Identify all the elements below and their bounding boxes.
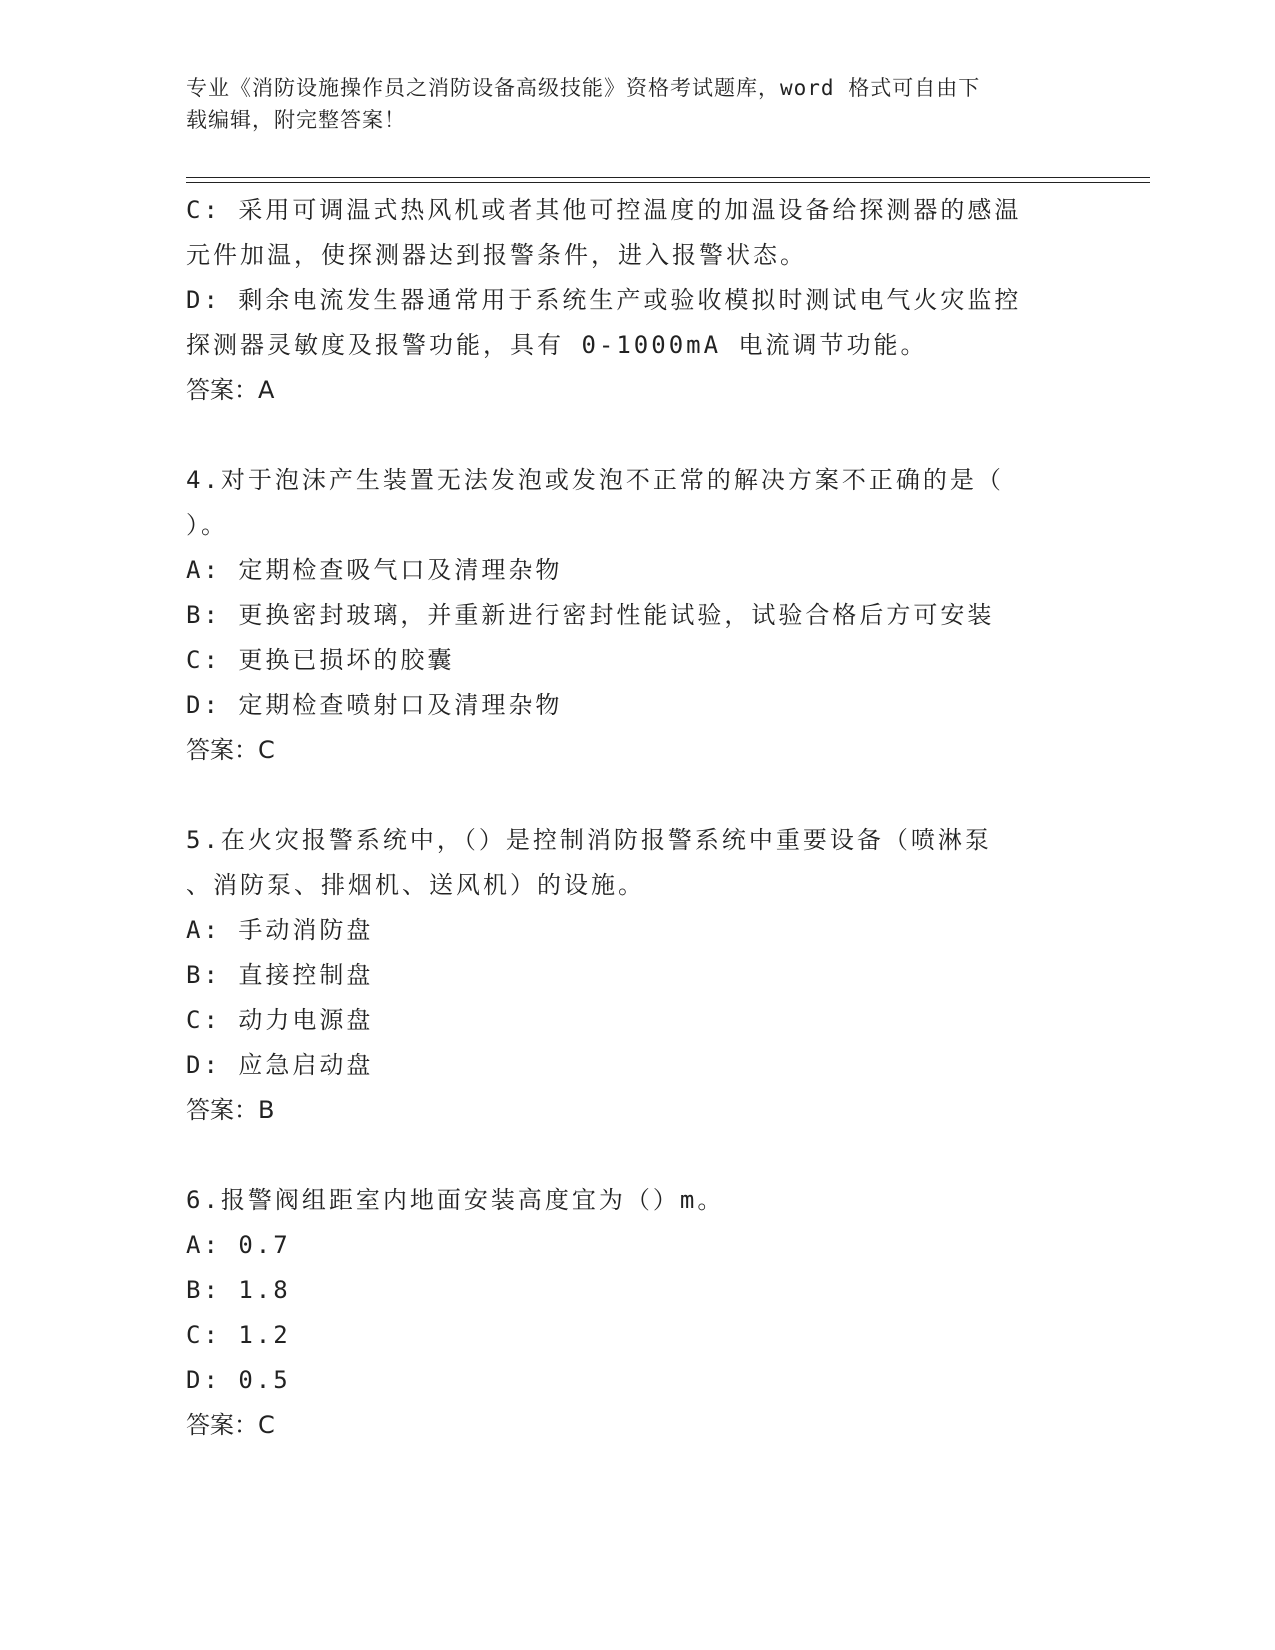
header-line-2: 载编辑，附完整答案！ — [186, 108, 406, 132]
option-d-line-2: 探测器灵敏度及报警功能，具有 0-1000mA 电流调节功能。 — [186, 331, 928, 359]
answer-line: 答案：B — [186, 1096, 275, 1124]
option-d-line-1: D: 剩余电流发生器通常用于系统生产或验收模拟时测试电气火灾监控 — [186, 286, 1022, 314]
option-c: C: 动力电源盘 — [186, 1006, 374, 1034]
option-a: A: 0.7 — [186, 1231, 291, 1259]
option-d: D: 定期检查喷射口及清理杂物 — [186, 691, 563, 719]
question-list — [186, 188, 1086, 1448]
option-b: B: 直接控制盘 — [186, 961, 374, 989]
question-stem-line-1: 4.对于泡沫产生装置无法发泡或发泡不正常的解决方案不正确的是（ — [186, 466, 1004, 494]
header-divider-bottom — [186, 182, 1150, 183]
answer-line: 答案：C — [186, 1411, 275, 1439]
question-spacer — [186, 1133, 1086, 1178]
document-header — [186, 72, 1086, 136]
option-c-line-1: C: 采用可调温式热风机或者其他可控温度的加温设备给探测器的感温 — [186, 196, 1022, 224]
option-b: B: 1.8 — [186, 1276, 291, 1304]
option-a: A: 手动消防盘 — [186, 916, 374, 944]
option-c: C: 更换已损坏的胶囊 — [186, 646, 455, 674]
answer-line: 答案：A — [186, 376, 275, 404]
question-6 — [186, 1178, 1086, 1448]
option-d: D: 0.5 — [186, 1366, 291, 1394]
question-stem-line-1: 5.在火灾报警系统中，（）是控制消防报警系统中重要设备（喷淋泵 — [186, 826, 992, 854]
question-stem-line-2: ）。 — [186, 511, 228, 539]
question-5 — [186, 818, 1086, 1133]
option-c: C: 1.2 — [186, 1321, 291, 1349]
question-stem-line-2: 、消防泵、排烟机、送风机）的设施。 — [186, 871, 645, 899]
question-spacer — [186, 413, 1086, 458]
option-a: A: 定期检查吸气口及清理杂物 — [186, 556, 563, 584]
option-b: B: 更换密封玻璃，并重新进行密封性能试验，试验合格后方可安装 — [186, 601, 995, 629]
question-4 — [186, 458, 1086, 773]
answer-line: 答案：C — [186, 736, 275, 764]
header-line-1: 专业《消防设施操作员之消防设备高级技能》资格考试题库，word 格式可自由下 — [186, 76, 981, 100]
question-spacer — [186, 773, 1086, 818]
question-stem-line-1: 6.报警阀组距室内地面安装高度宜为（）m。 — [186, 1186, 725, 1214]
question-3-continuation — [186, 188, 1086, 413]
option-c-line-2: 元件加温，使探测器达到报警条件，进入报警状态。 — [186, 241, 807, 269]
option-d: D: 应急启动盘 — [186, 1051, 374, 1079]
header-divider-top — [186, 177, 1150, 178]
